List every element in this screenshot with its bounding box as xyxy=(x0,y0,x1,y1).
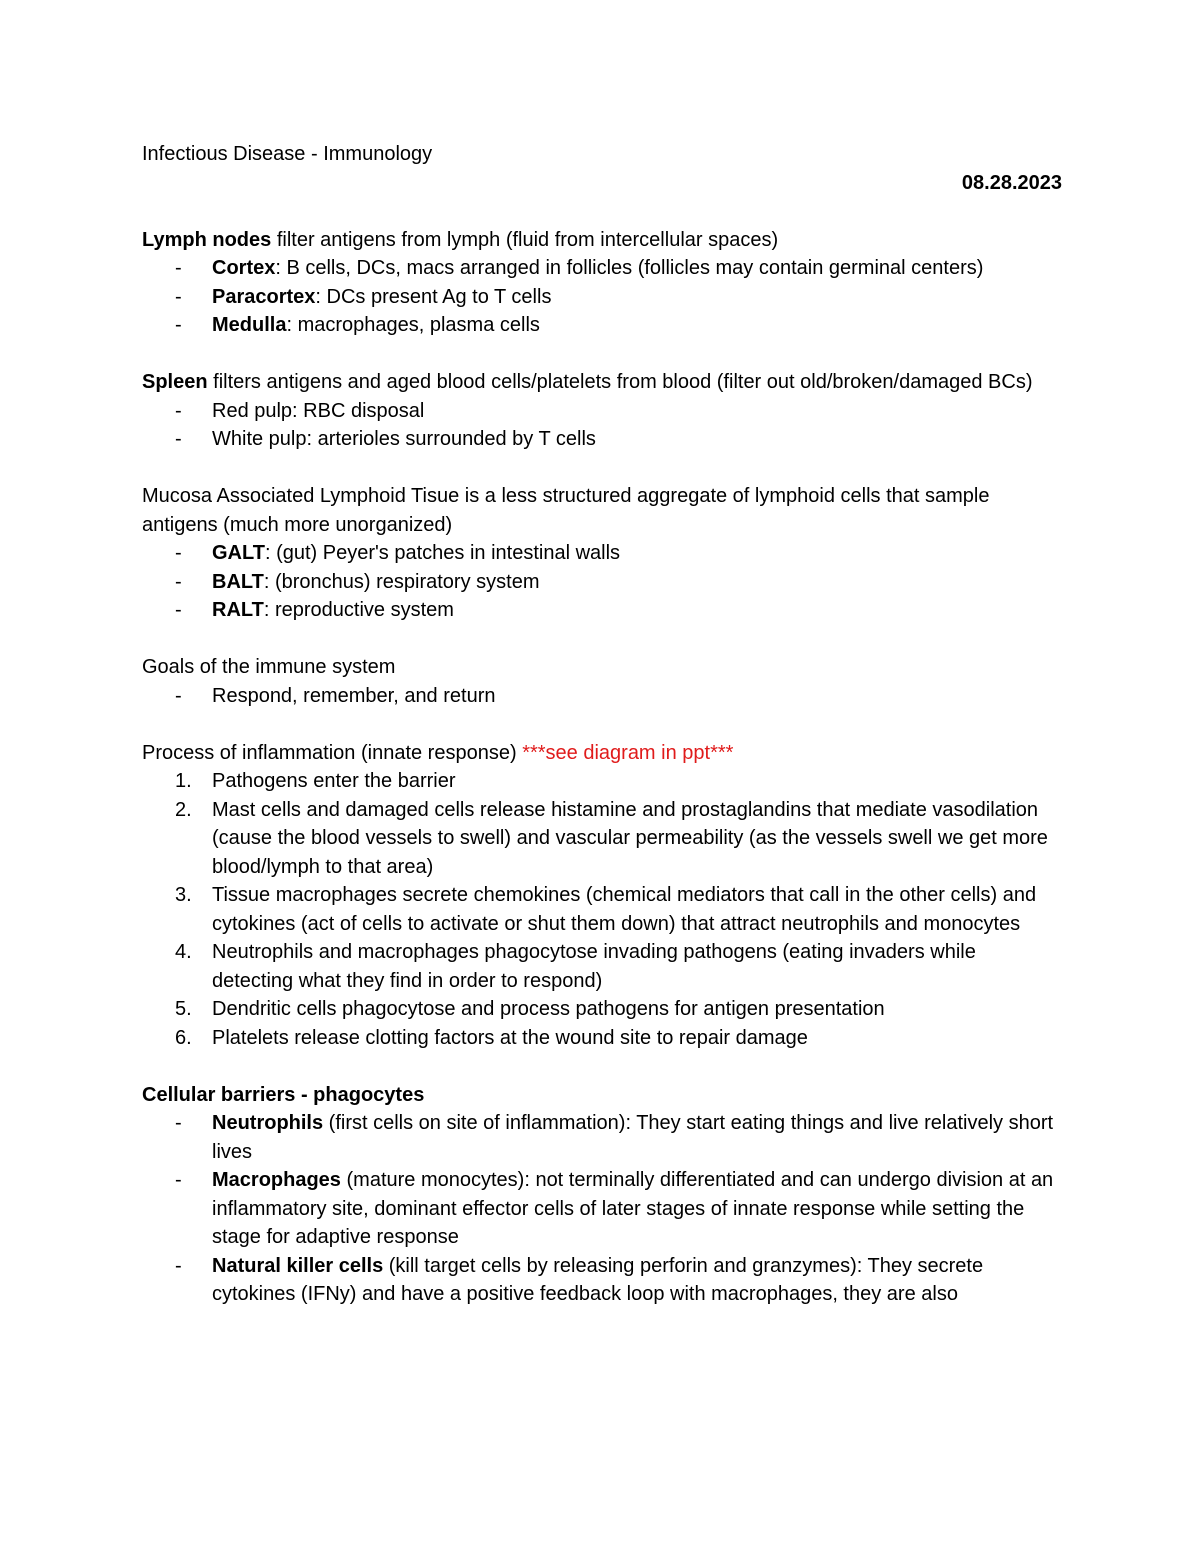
list-item xyxy=(142,796,1062,882)
spleen-text: filters antigens and aged blood cells/platelets from blood (filter out old/broken/damaged BCs) xyxy=(207,371,1033,393)
cellular-heading xyxy=(142,1081,1062,1110)
step-number: 2. xyxy=(175,798,192,821)
list-item xyxy=(142,1109,1062,1166)
step-number: 6. xyxy=(175,1026,192,1049)
list-item xyxy=(142,1166,1062,1252)
list-item-text: : macrophages, plasma cells xyxy=(286,314,540,336)
list-item xyxy=(142,995,1062,1024)
step-number: 5. xyxy=(175,998,192,1020)
malt-list xyxy=(142,539,1062,625)
list-item xyxy=(142,311,1062,340)
list-item-text: (first cells on site of inflammation): They start eating things and live relatively short lives xyxy=(212,1112,1054,1163)
goals-list xyxy=(142,682,1062,711)
step-number: 4. xyxy=(175,941,192,963)
list-item-text: : (gut) Peyer's patches in intestinal walls xyxy=(264,542,621,564)
lymph-nodes-text: filter antigens from lymph (fluid from intercellular spaces) xyxy=(271,228,779,251)
list-item xyxy=(142,881,1062,938)
list-item-term: BALT xyxy=(212,570,264,593)
list-item xyxy=(142,254,1062,283)
list-item-term: Neutrophils xyxy=(212,1112,324,1134)
cellular-heading-text: Cellular barriers - phagocytes xyxy=(142,1083,425,1106)
inflammation-intro xyxy=(142,739,1062,768)
list-item xyxy=(142,596,1062,625)
list-item xyxy=(142,1252,1062,1309)
list-item-text: : (bronchus) respiratory system xyxy=(263,570,540,593)
inflammation-steps xyxy=(142,767,1062,1052)
spleen-term: Spleen xyxy=(142,371,208,393)
list-item-term: Medulla xyxy=(212,314,287,336)
lymph-nodes-intro xyxy=(142,226,1062,255)
list-item-term: RALT xyxy=(212,599,264,621)
step-number: 3. xyxy=(175,884,192,906)
spleen-list xyxy=(142,397,1062,454)
lymph-nodes-term: Lymph nodes xyxy=(142,228,272,251)
list-item xyxy=(142,568,1062,597)
step-text: Neutrophils and macrophages phagocytose invading pathogens (eating invaders while detecting what they find in order to respond) xyxy=(212,941,976,992)
spleen-intro xyxy=(142,368,1062,397)
list-item xyxy=(142,283,1062,312)
list-item-text: : B cells, DCs, macs arranged in follicles (follicles may contain germinal centers) xyxy=(275,257,984,279)
list-item-term: GALT xyxy=(212,542,265,564)
list-item-term: Natural killer cells xyxy=(212,1254,384,1277)
list-item-term: Cortex xyxy=(212,257,276,279)
list-item: - White pulp: arterioles surrounded by T cells xyxy=(142,425,1062,454)
step-number: 1. xyxy=(175,770,192,792)
malt-intro: Mucosa Associated Lymphoid Tisue is a less structured aggregate of lymphoid cells that sample antigens (much more unorganized) xyxy=(142,485,990,536)
step-text: Mast cells and damaged cells release histamine and prostaglandins that mediate vasodilation (cause the blood vessels to swell) and vascular permeability (as the vessels swell we get more blood/lymph to that area) xyxy=(212,798,1048,878)
document-page xyxy=(142,140,1062,1309)
list-item: - Red pulp: RBC disposal xyxy=(142,397,1062,426)
list-item-term: Paracortex xyxy=(212,285,316,308)
list-item-text: (kill target cells by releasing perforin and granzymes): They secrete cytokines (IFNy) and have a positive feedback loop with macrophages, they are also xyxy=(212,1254,984,1305)
diagram-note: ***see diagram in ppt*** xyxy=(522,741,734,764)
list-item xyxy=(142,1024,1062,1053)
lymph-nodes-list xyxy=(142,254,1062,340)
step-text: Pathogens enter the barrier xyxy=(212,770,456,792)
goals-intro: Goals of the immune system xyxy=(142,656,396,678)
step-text: Dendritic cells phagocytose and process pathogens for antigen presentation xyxy=(212,998,885,1020)
document-title: Infectious Disease - Immunology xyxy=(142,143,433,165)
list-item xyxy=(142,938,1062,995)
cellular-list xyxy=(142,1109,1062,1309)
inflammation-text: Process of inflammation (innate response) xyxy=(142,741,523,764)
step-text: Platelets release clotting factors at the wound site to repair damage xyxy=(212,1026,808,1049)
list-item-text: : DCs present Ag to T cells xyxy=(315,285,552,308)
step-text: Tissue macrophages secrete chemokines (chemical mediators that call in the other cells) and cytokines (act of cells to activate or shut them down) that attract neutrophils and monocytes xyxy=(212,884,1037,935)
document-date: 08.28.2023 xyxy=(961,171,1062,194)
list-item-term: Macrophages xyxy=(212,1169,341,1191)
list-item xyxy=(142,539,1062,568)
list-item: - Respond, remember, and return xyxy=(142,682,1062,711)
list-item xyxy=(142,767,1062,796)
list-item-text: : reproductive system xyxy=(263,599,454,621)
list-item-text: (mature monocytes): not terminally differentiated and can undergo division at an inflammatory site, dominant effector cells of later stages of innate response while setting the stage for adaptive response xyxy=(212,1169,1054,1248)
